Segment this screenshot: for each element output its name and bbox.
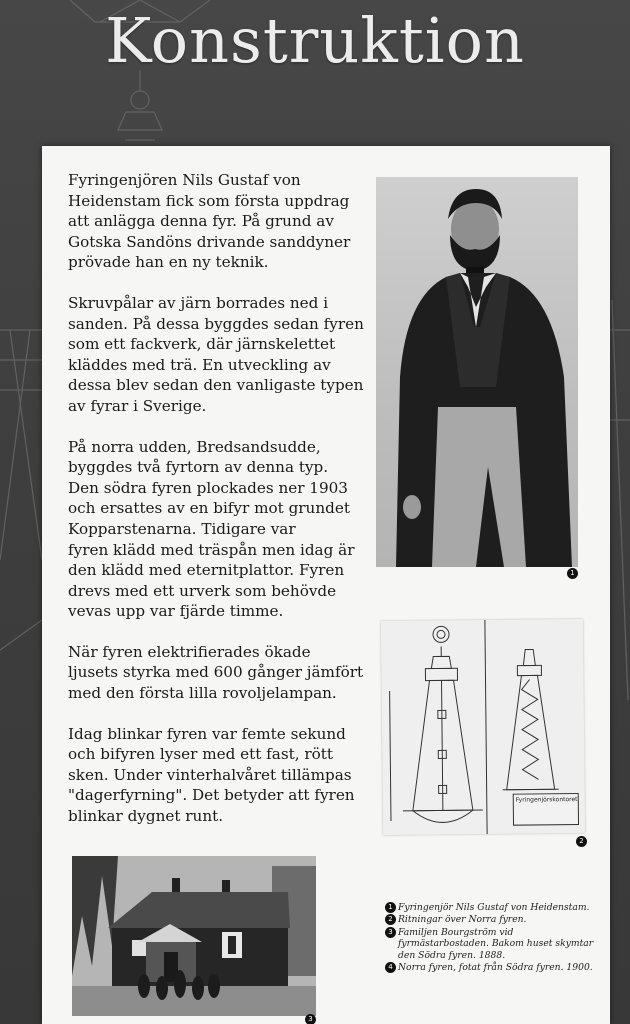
caption-item — [385, 927, 600, 961]
caption-item — [385, 962, 600, 973]
caption-list — [385, 902, 600, 974]
drawing-stamp: Fyringenjörskontoret — [513, 793, 579, 826]
caption-text: Fyringenjör Nils Gustaf von Heidenstam. — [398, 902, 590, 913]
page-title: Konstruktion — [105, 4, 525, 77]
paragraph: När fyren elektrifierades ökade ljusets styrka med 600 gånger jämfört med den första lilla rovoljelampan. — [68, 642, 364, 703]
marker-1: 1 — [567, 568, 578, 579]
paragraph: Skruvpålar av järn borrades ned i sanden. På dessa byggdes sedan fyren som ett fackverk, där järnskelettet kläddes med trä. En utveckling av dessa blev sedan den vanligaste typen av fyrar i Sverige. — [68, 293, 364, 415]
caption-number: 1 — [385, 902, 396, 913]
lighthouse-drawing — [381, 619, 585, 835]
caption-text: Norra fyren, fotat från Södra fyren. 1900. — [398, 962, 593, 974]
paragraph: Fyringenjören Nils Gustaf von Heidenstam fick som första uppdrag att anlägga denna fyr. På grund av Gotska Sandöns drivande sanddyner prövade han en ny teknik. — [68, 171, 351, 272]
caption-number: 4 — [385, 962, 396, 973]
paragraph: På norra udden, Bredsandsudde, byggdes två fyrtorn av denna typ. Den södra fyren plockades ner 1903 och ersattes av en bifyr mot grundet Kopparstenarna. Tidigare var fyren klädd med träspån men idag är den klädd med eternitplattor. Fyren drevs med ett urverk som behövde vevas upp var fjärde timme. — [68, 437, 355, 621]
caption-number: 2 — [385, 914, 396, 925]
caption-text: Familjen Bourgström vid fyrmästarbostaden. Bakom huset skymtar den Södra fyren. 1888. — [398, 926, 594, 961]
house-photo — [72, 856, 316, 1016]
body-text — [68, 170, 368, 847]
caption-item — [385, 914, 600, 925]
portrait-photo — [376, 177, 578, 567]
marker-2: 2 — [576, 836, 587, 847]
house-scene — [72, 856, 316, 1016]
caption-item — [385, 902, 600, 913]
marker-3: 3 — [305, 1014, 316, 1024]
portrait-figure — [376, 177, 578, 567]
caption-text: Ritningar över Norra fyren. — [398, 914, 527, 926]
paragraph: Idag blinkar fyren var femte sekund och bifyren lyser med ett fast, rött sken. Under vinterhalvåret tillämpas "dagerfyrning". Det betyder att fyren blinkar dygnet runt. — [68, 724, 355, 826]
caption-number: 3 — [385, 927, 396, 938]
